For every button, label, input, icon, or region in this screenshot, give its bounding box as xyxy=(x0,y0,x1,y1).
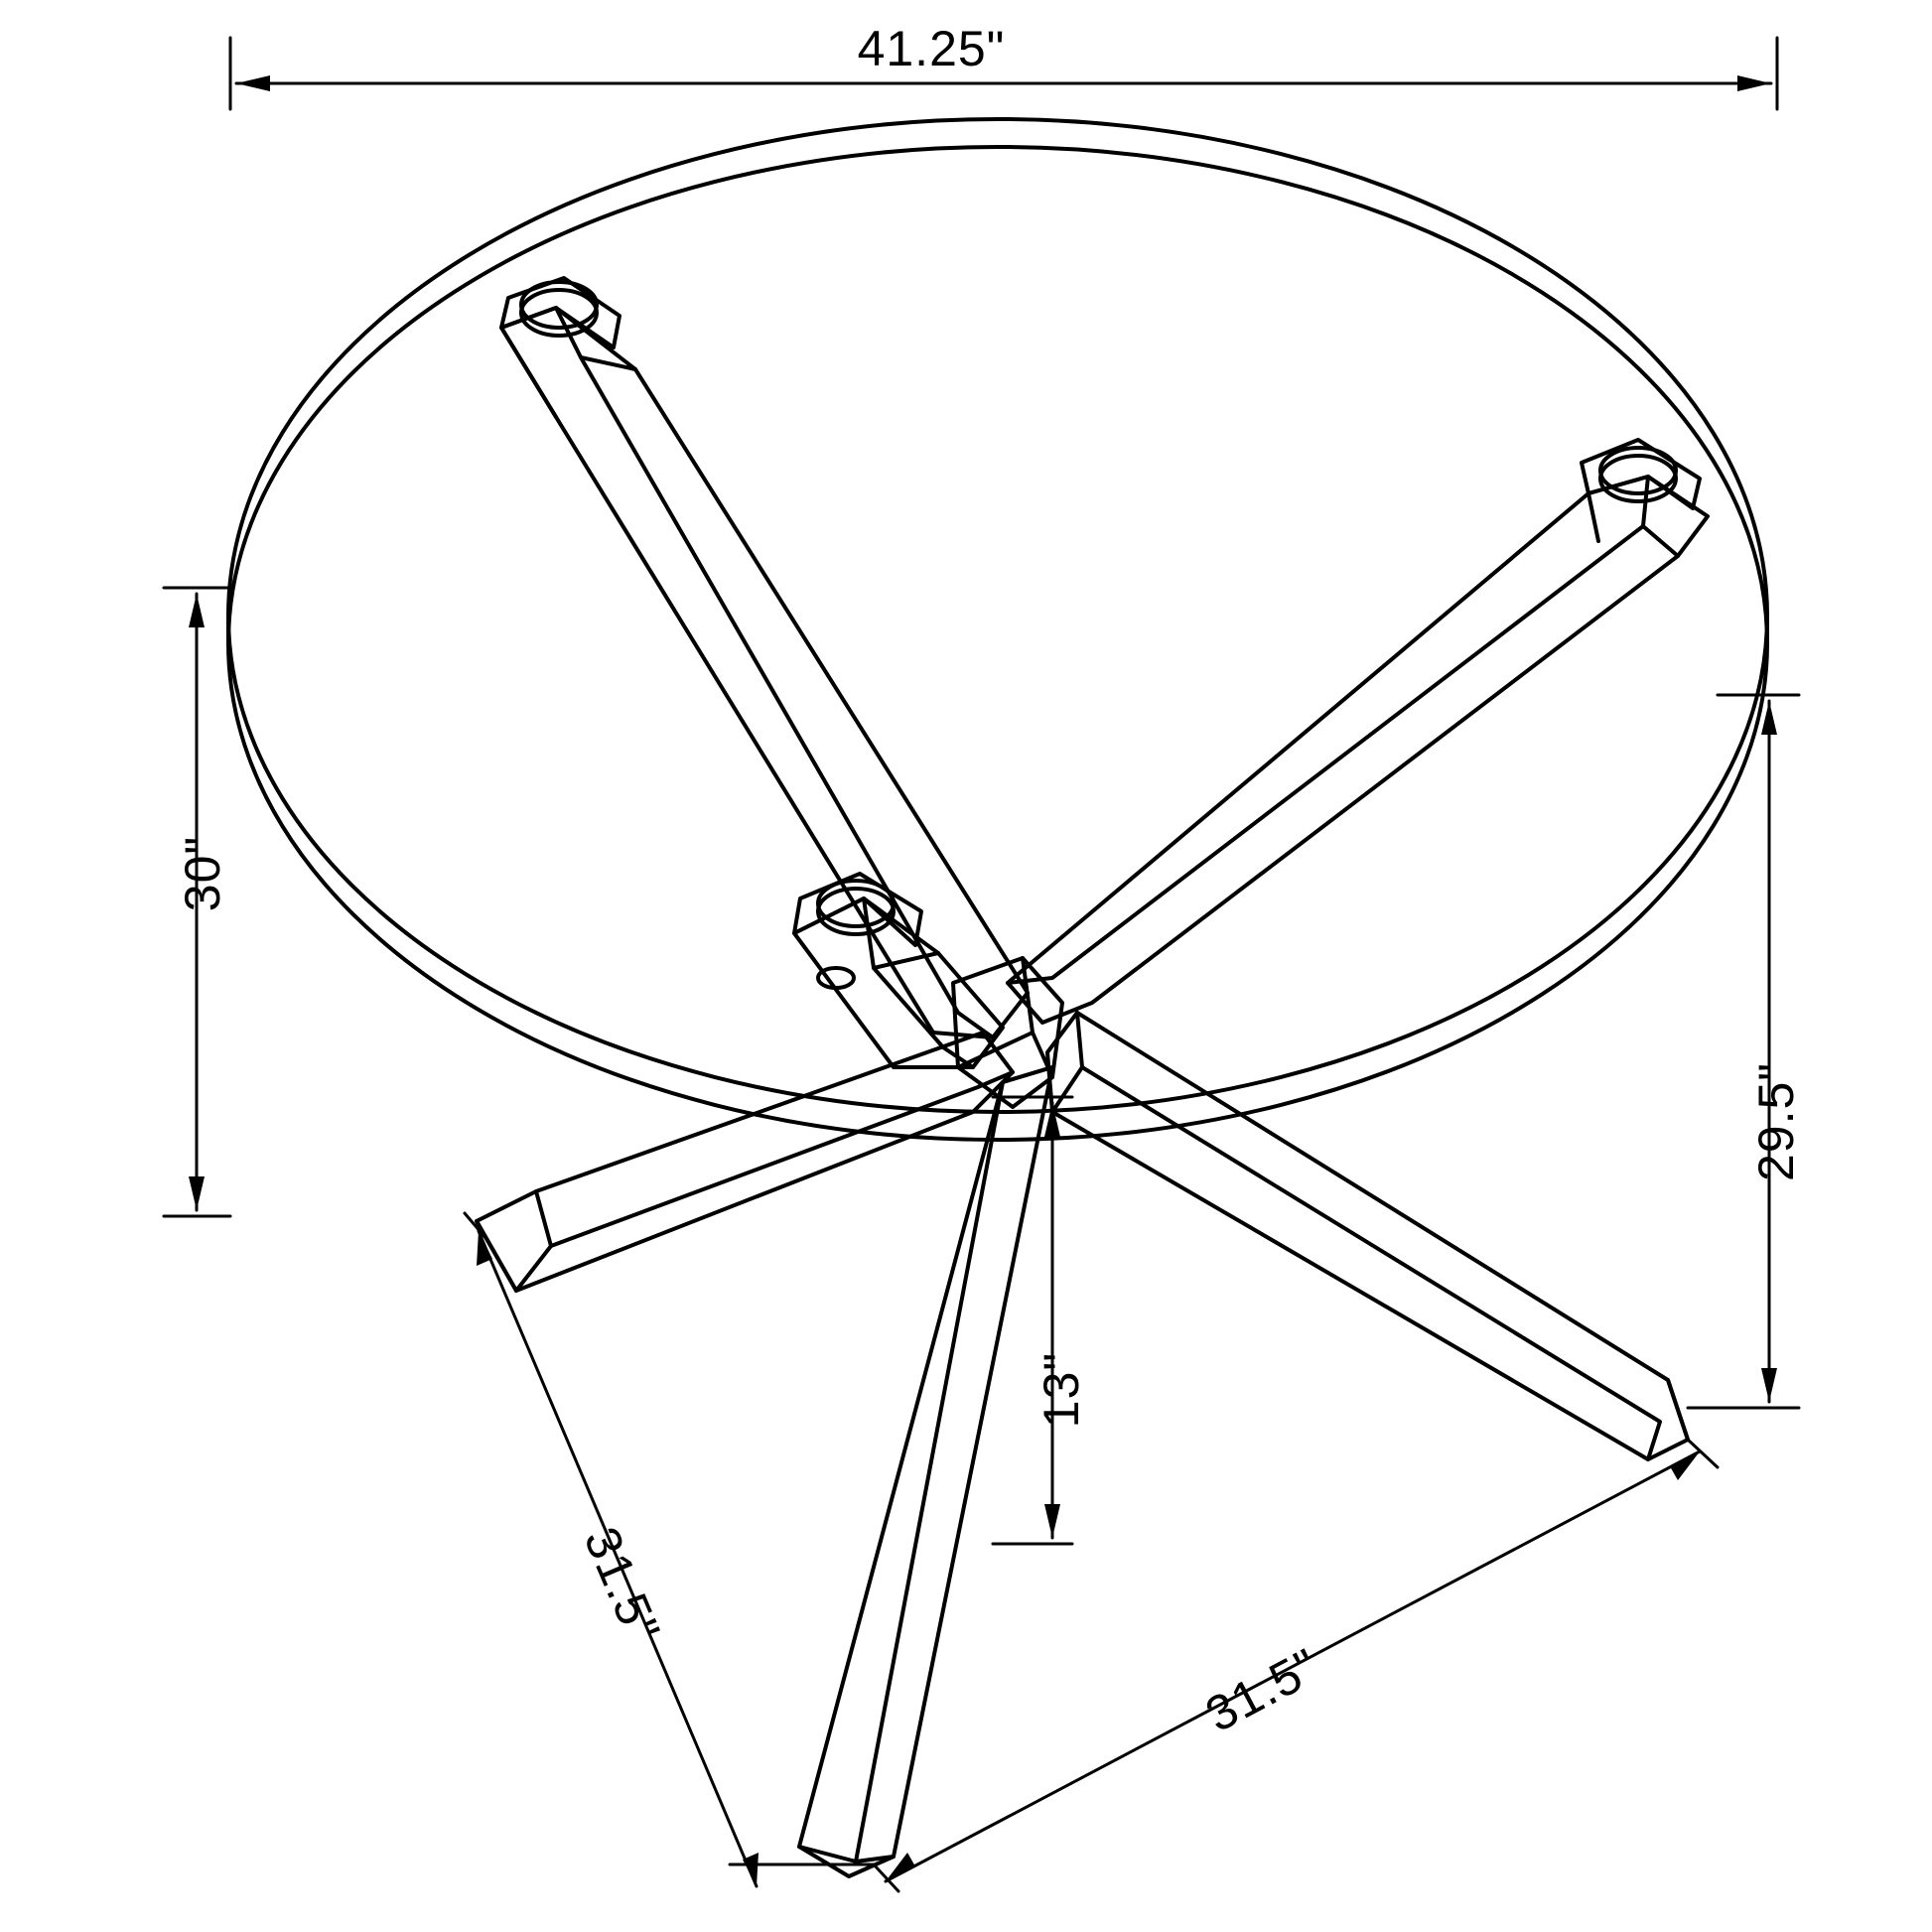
leg-upper-left xyxy=(501,278,1028,1037)
dimension-label-center-height: 13" xyxy=(1034,1351,1089,1429)
dimension-label-base-height: 29.5" xyxy=(1748,1061,1804,1182)
dimension-label-base-spread-right: 31.5" xyxy=(1196,1637,1328,1743)
dimension-label-overall-height: 30" xyxy=(175,835,230,912)
dimension-base-height xyxy=(1688,695,1799,1408)
dimension-label-base-spread-left: 31.5" xyxy=(573,1519,671,1651)
dimension-base-spread-left xyxy=(465,1213,874,1886)
leg-lower-left xyxy=(477,1033,1013,1291)
leg-lower-center xyxy=(799,1067,1052,1876)
leg-upper-right xyxy=(1008,440,1708,1023)
dimension-label-top-width: 41.25" xyxy=(857,21,1006,76)
glass-table-top xyxy=(228,119,1767,1140)
table-base-legs xyxy=(477,278,1708,1876)
